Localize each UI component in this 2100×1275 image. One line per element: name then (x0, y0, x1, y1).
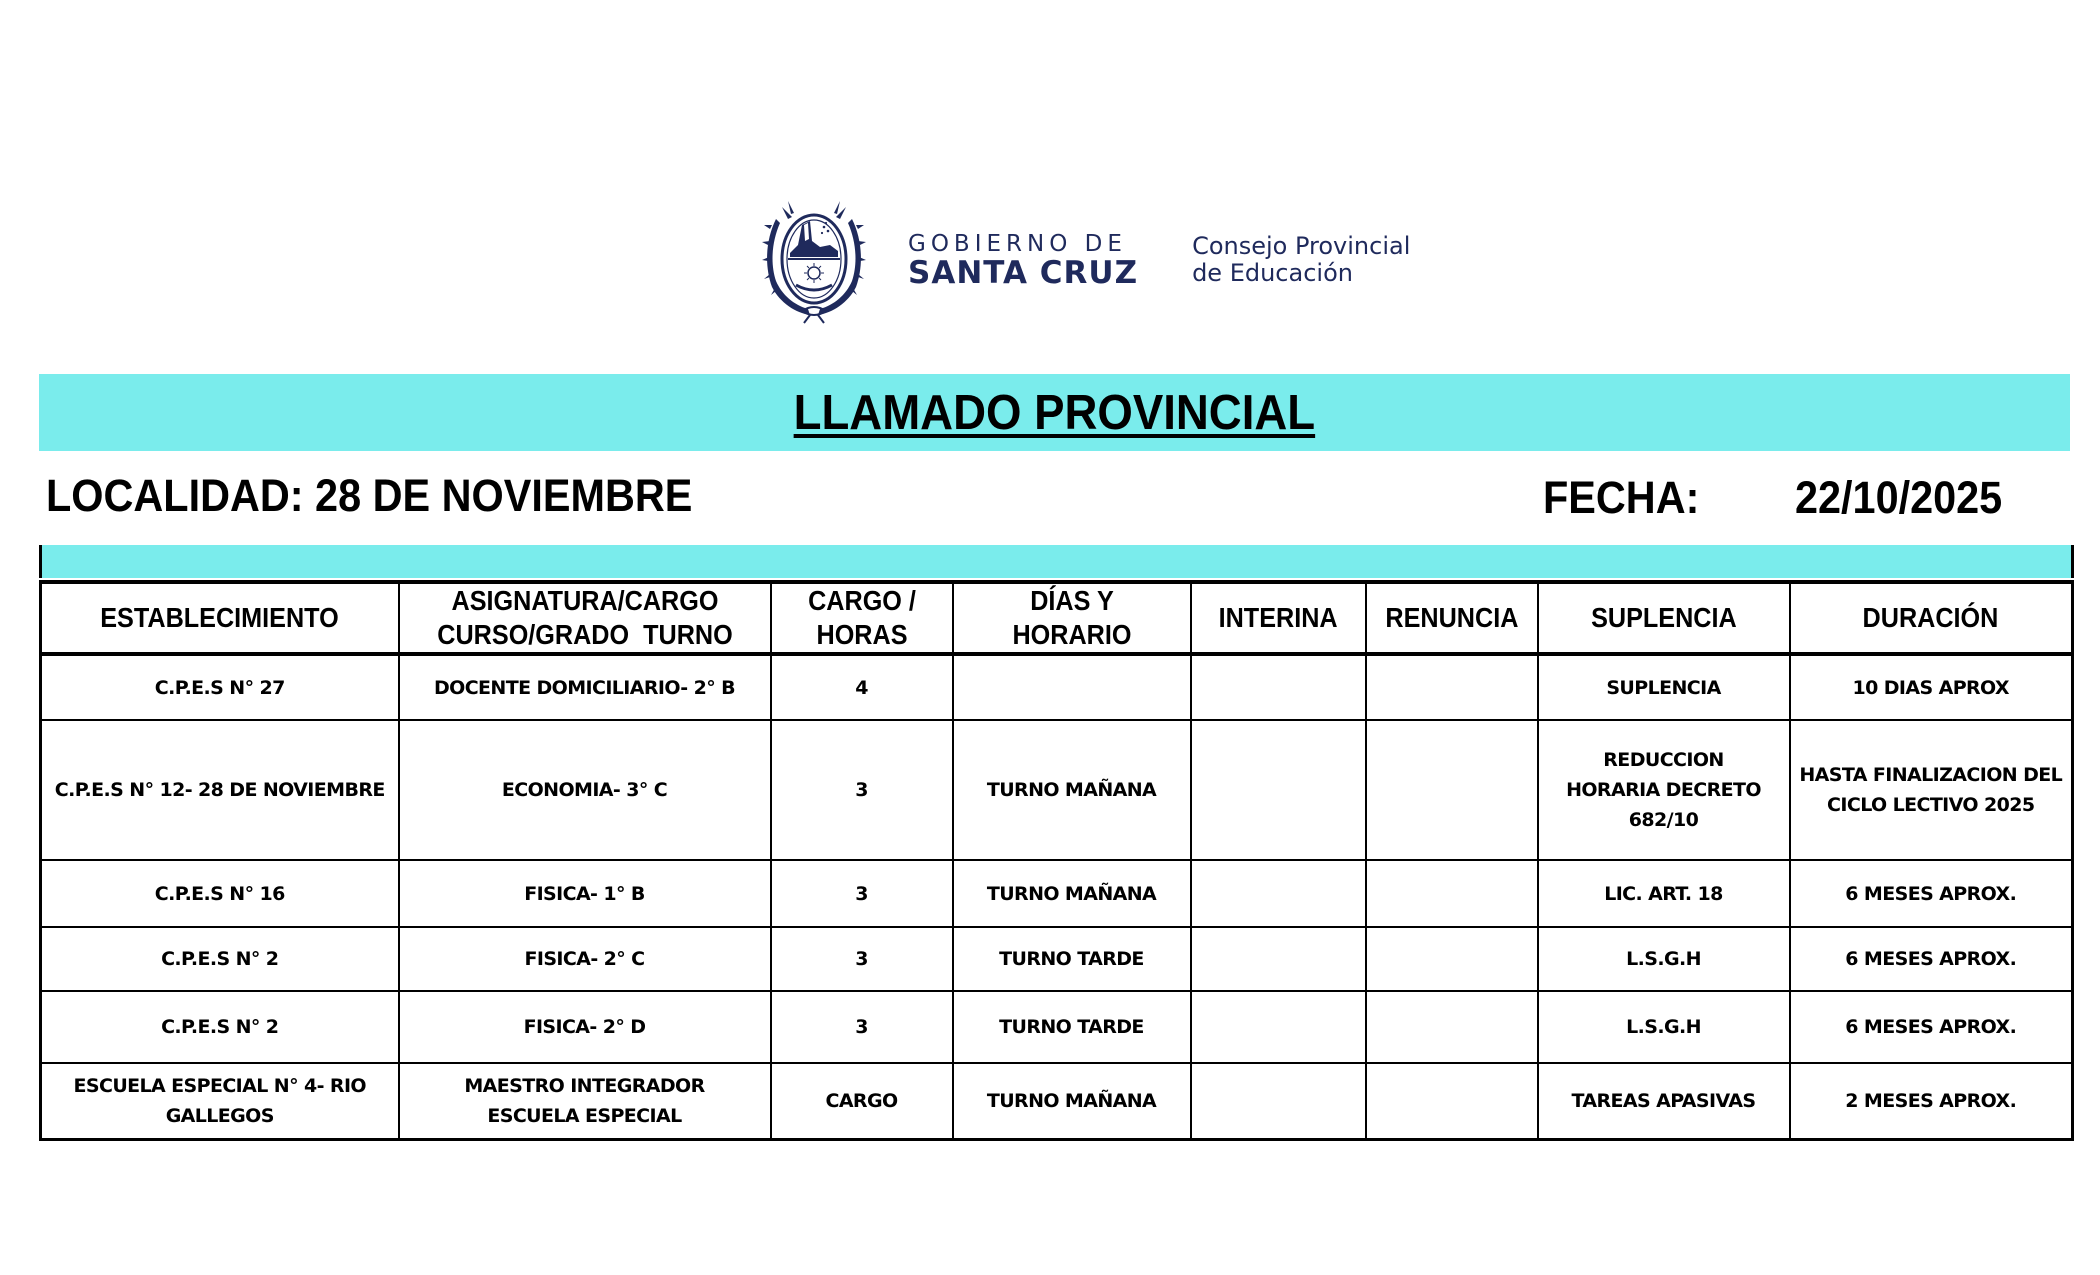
cell-renuncia (1366, 654, 1538, 720)
gobierno-santa-cruz-wordmark (908, 231, 1138, 289)
cell-establecimiento: C.P.E.S N° 2 (41, 991, 399, 1063)
table-row (41, 654, 2073, 720)
table-row (41, 860, 2073, 927)
cell-cargo-horas: 4 (771, 654, 953, 720)
localidad-label: LOCALIDAD: 28 DE NOVIEMBRE (46, 470, 693, 521)
cell-renuncia (1366, 1063, 1538, 1139)
cell-suplencia: SUPLENCIA (1538, 654, 1790, 720)
cell-asignatura: ECONOMIA- 3° C (399, 720, 771, 860)
cell-cargo-horas: 3 (771, 860, 953, 927)
table-row (41, 1063, 2073, 1139)
cell-suplencia: L.S.G.H (1538, 927, 1790, 991)
table-row (41, 720, 2073, 860)
cell-duracion: 2 MESES APROX. (1790, 1063, 2073, 1139)
table-row (41, 927, 2073, 991)
cell-duracion: 6 MESES APROX. (1790, 927, 2073, 991)
gobierno-de-label: GOBIERNO DE (908, 230, 1127, 257)
column-header-dias-horario: DÍAS Y HORARIO (953, 582, 1191, 654)
cell-establecimiento: C.P.E.S N° 27 (41, 654, 399, 720)
cell-dias-horario: TURNO MAÑANA (953, 720, 1191, 860)
cell-duracion: 10 DIAS APROX (1790, 654, 2073, 720)
cell-duracion: 6 MESES APROX. (1790, 991, 2073, 1063)
cell-establecimiento: C.P.E.S N° 2 (41, 927, 399, 991)
cell-interina (1191, 860, 1366, 927)
column-header-asignatura: ASIGNATURA/CARGO CURSO/GRADO TURNO (399, 582, 771, 654)
consejo-provincial-wordmark (1192, 233, 1410, 287)
cell-renuncia (1366, 860, 1538, 927)
consejo-provincial-label: Consejo Provincial (1192, 231, 1411, 260)
santa-cruz-coat-of-arms-icon (762, 195, 866, 325)
cell-asignatura: DOCENTE DOMICILIARIO- 2° B (399, 654, 771, 720)
header-logo (762, 192, 1410, 327)
cell-suplencia: L.S.G.H (1538, 991, 1790, 1063)
cell-establecimiento: C.P.E.S N° 12- 28 DE NOVIEMBRE (41, 720, 399, 860)
title-band (39, 374, 2070, 451)
cell-interina (1191, 720, 1366, 860)
cell-renuncia (1366, 927, 1538, 991)
column-header-renuncia: RENUNCIA (1366, 582, 1538, 654)
cell-dias-horario: TURNO MAÑANA (953, 1063, 1191, 1139)
cell-interina (1191, 991, 1366, 1063)
cell-cargo-horas: 3 (771, 720, 953, 860)
cell-asignatura: FISICA- 2° C (399, 927, 771, 991)
column-header-interina: INTERINA (1191, 582, 1366, 654)
column-header-cargo-horas: CARGO / HORAS (771, 582, 953, 654)
cell-interina (1191, 1063, 1366, 1139)
cell-suplencia: TAREAS APASIVAS (1538, 1063, 1790, 1139)
column-header-duracion: DURACIÓN (1790, 582, 2073, 654)
vacancies-table (39, 580, 2074, 1141)
column-header-suplencia: SUPLENCIA (1538, 582, 1790, 654)
fecha-value: 22/10/2025 (1795, 472, 2003, 523)
cell-establecimiento: C.P.E.S N° 16 (41, 860, 399, 927)
table-top-band (39, 545, 2074, 578)
cell-dias-horario: TURNO TARDE (953, 991, 1191, 1063)
cell-renuncia (1366, 991, 1538, 1063)
fecha-label: FECHA: (1543, 472, 1700, 523)
table-header-row (41, 582, 2073, 654)
column-header-establecimiento: ESTABLECIMIENTO (41, 582, 399, 654)
table-row (41, 991, 2073, 1063)
cell-dias-horario: TURNO TARDE (953, 927, 1191, 991)
de-educacion-label: de Educación (1192, 258, 1353, 287)
santa-cruz-label: SANTA CRUZ (908, 254, 1139, 291)
cell-asignatura: FISICA- 1° B (399, 860, 771, 927)
cell-cargo-horas: 3 (771, 927, 953, 991)
cell-asignatura: FISICA- 2° D (399, 991, 771, 1063)
cell-interina (1191, 654, 1366, 720)
cell-interina (1191, 927, 1366, 991)
page-title: LLAMADO PROVINCIAL (793, 385, 1316, 440)
cell-duracion: HASTA FINALIZACION DEL CICLO LECTIVO 2025 (1790, 720, 2073, 860)
cell-duracion: 6 MESES APROX. (1790, 860, 2073, 927)
cell-dias-horario: TURNO MAÑANA (953, 860, 1191, 927)
cell-dias-horario (953, 654, 1191, 720)
cell-renuncia (1366, 720, 1538, 860)
cell-cargo-horas: 3 (771, 991, 953, 1063)
cell-asignatura: MAESTRO INTEGRADOR ESCUELA ESPECIAL (399, 1063, 771, 1139)
cell-cargo-horas: CARGO (771, 1063, 953, 1139)
cell-suplencia: REDUCCION HORARIA DECRETO 682/10 (1538, 720, 1790, 860)
cell-suplencia: LIC. ART. 18 (1538, 860, 1790, 927)
cell-establecimiento: ESCUELA ESPECIAL N° 4- RIO GALLEGOS (41, 1063, 399, 1139)
